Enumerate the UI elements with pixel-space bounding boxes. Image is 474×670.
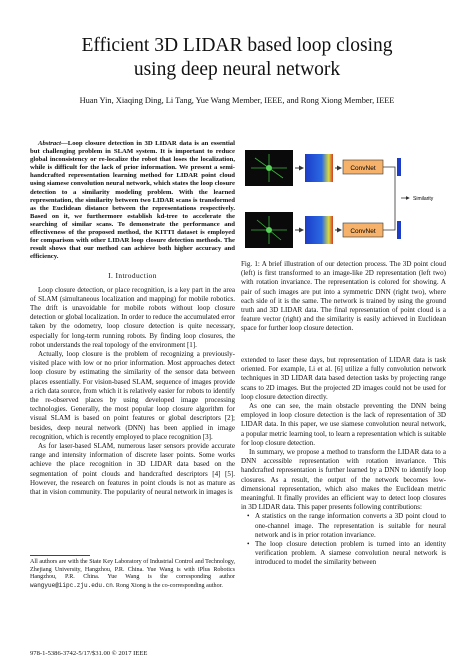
footnote-text: All authors are with the State Key Laboratory of Industrial Control and Technology, Zhejiang University, Hangzhou, P.R. China. Yue Wang is with iPlus Robotics Hangzhou, P.R. China. Yue Wang is the corresponding author <box>30 559 235 581</box>
feature-vector-top <box>397 158 401 176</box>
convnet-bottom-label: ConvNet <box>350 228 376 235</box>
section-heading-introduction: I. Introduction <box>108 271 157 281</box>
left-column <box>30 140 235 497</box>
abstract-text: —Loop closure detection in 3D LIDAR data is an essential but challenging problem in SLAM system. It is important to reduce global inconsistency or re-localize the robot that loses the localization, while is difficult for the lack of prior information. We present a semi-handcrafted representation learning method for LIDAR point cloud using siamese convolution neural network, which states the loop closure detection to a similarity modeling problem. With the learned representation, the similarity between two LIDAR scans is transformed as the Euclidean distance between the representations respectively. Based on it, we furthermore establish kd-tree to accelerate the searching of similar scans. To demonstrate the performance and effectiveness of the proposed method, the KITTI dataset is employed for comparison with other LIDAR loop closure detection methods. The result shows that our method can achieve both higher accuracy and efficiency. <box>30 140 235 261</box>
feature-vector-bottom <box>397 221 401 239</box>
convnet-top-label: ConvNet <box>350 165 376 172</box>
representation-bottom <box>305 216 333 244</box>
contribution-list <box>247 512 446 567</box>
siamese-connector <box>383 167 395 230</box>
figure-1 <box>243 140 448 260</box>
representation-top <box>305 154 333 182</box>
right-paragraph-1: extended to laser these days, but representation of LIDAR data is task oriented. For example, Li et al. [6] utilize a fully convolution network techniques in 3D LIDAR data based detection tasks by projecting range scans to 2D images. But the projected 2D images could not be used for loop closure detection directly. <box>241 356 446 401</box>
footnote-email[interactable]: wangyue@iipc.zju.edu.cn <box>30 581 113 589</box>
right-paragraph-2: As one can see, the main obstacle preventing the DNN being employed in loop closure detection is the lack of representation of 3D LIDAR data. In this paper, we use siamese convolution neural network, a popular metric learning tool, to learn a representation which is suitable for loop closure detection. <box>241 402 446 447</box>
paper-title <box>0 34 474 82</box>
contribution-item: • The loop closure detection problem is turned into an identity verification problem. A siamese convolution neural network is introduced to model the similarity between <box>247 540 446 568</box>
intro-paragraph-2: Actually, loop closure is the problem of recognizing a previously-visited place with low or no prior information. Most approaches detect loop closure by estimating the similarity of the sensor data between places essentially. For vision-based SLAM, sequence of images provide a rich data source, from which it is relatively easier for robots to identify the re-observed places by using developed image processing technologies. Generally, the most popular loop closure algorithm for visual SLAM is based on point features or global descriptors [2]; besides, deep neural network (DNN) has been applied in image recognition, which is recently employed to place recognition [3]. <box>30 350 235 441</box>
title-line-2: using deep neural network <box>133 59 341 80</box>
intro-paragraph-1: Loop closure detection, or place recognition, is a key part in the area of SLAM (simultaneous localization and mapping) for mobile robotics. The drift is unavoidable for mobile robots without loop closure detection or global localization. In order to reduce the accumulated error taken by the odometry, loop closure detection is quite necessary, especially for long-term running robots. By finding loop closures, the robot understands the real topology of the environment [1]. <box>30 285 235 349</box>
figure-1-diagram <box>243 140 448 260</box>
abstract-label: Abstract <box>38 140 62 147</box>
figure-1-caption: Fig. 1: A brief illustration of our detection process. The 3D point cloud (left) is first transformed to an image-like 2D representation (left two) with rotation invariance. The representation is colored for showing. A pair of such images are put into a symmetric DNN (right two), where each side of it is the same. The network is trained by using the ground truth and 3D LIDAR data. The final representation of point cloud is a feature vector (right) and the similarity is easily achieved in Euclidean space for further loop closure detection. <box>241 260 446 333</box>
footnote-tail: . Rong Xiong is the co-corresponding author. <box>112 582 223 589</box>
title-line-1: Efficient 3D LIDAR based loop closing <box>81 35 393 56</box>
intro-paragraph-3: As for laser-based SLAM, numerous laser sensors provide accurate range and intensity information of discrete laser points. Some works achieve the place recognition in 3D LIDAR data based on the segmentation of point clouds and handcrafted descriptors [4] [5]. However, the research on features in point clouds is not as mature as that in vision community. The popularity of neural network in images is <box>30 442 235 497</box>
abstract <box>30 140 235 261</box>
similarity-label: Similarity <box>413 196 434 202</box>
author-list: Huan Yin, Xiaqing Ding, Li Tang, Yue Wang Member, IEEE, and Rong Xiong Member, IEEE <box>79 96 395 105</box>
footnote <box>30 559 235 590</box>
footnote-divider <box>30 555 90 556</box>
right-column-body <box>241 356 446 568</box>
copyright-notice: 978-1-5386-3742-5/17/$31.00 © 2017 IEEE <box>30 650 148 657</box>
contribution-item: • A statistics on the range information converts a 3D point cloud to one-channel image. The representation is suitable for neural network and is in prior rotation invariance. <box>247 512 446 540</box>
right-paragraph-3: In summary, we propose a method to transform the LIDAR data to a DNN accessible representation with rotation invariance. This handcrafted representation is further learned by a DNN to identify loop closures. As a result, the output of the network becomes low-dimensional representation, which also makes the Euclidean metric meaningful. It finally provides an efficient way to detect loop closures in 3D LIDAR data. This paper presents following contributions: <box>241 448 446 512</box>
